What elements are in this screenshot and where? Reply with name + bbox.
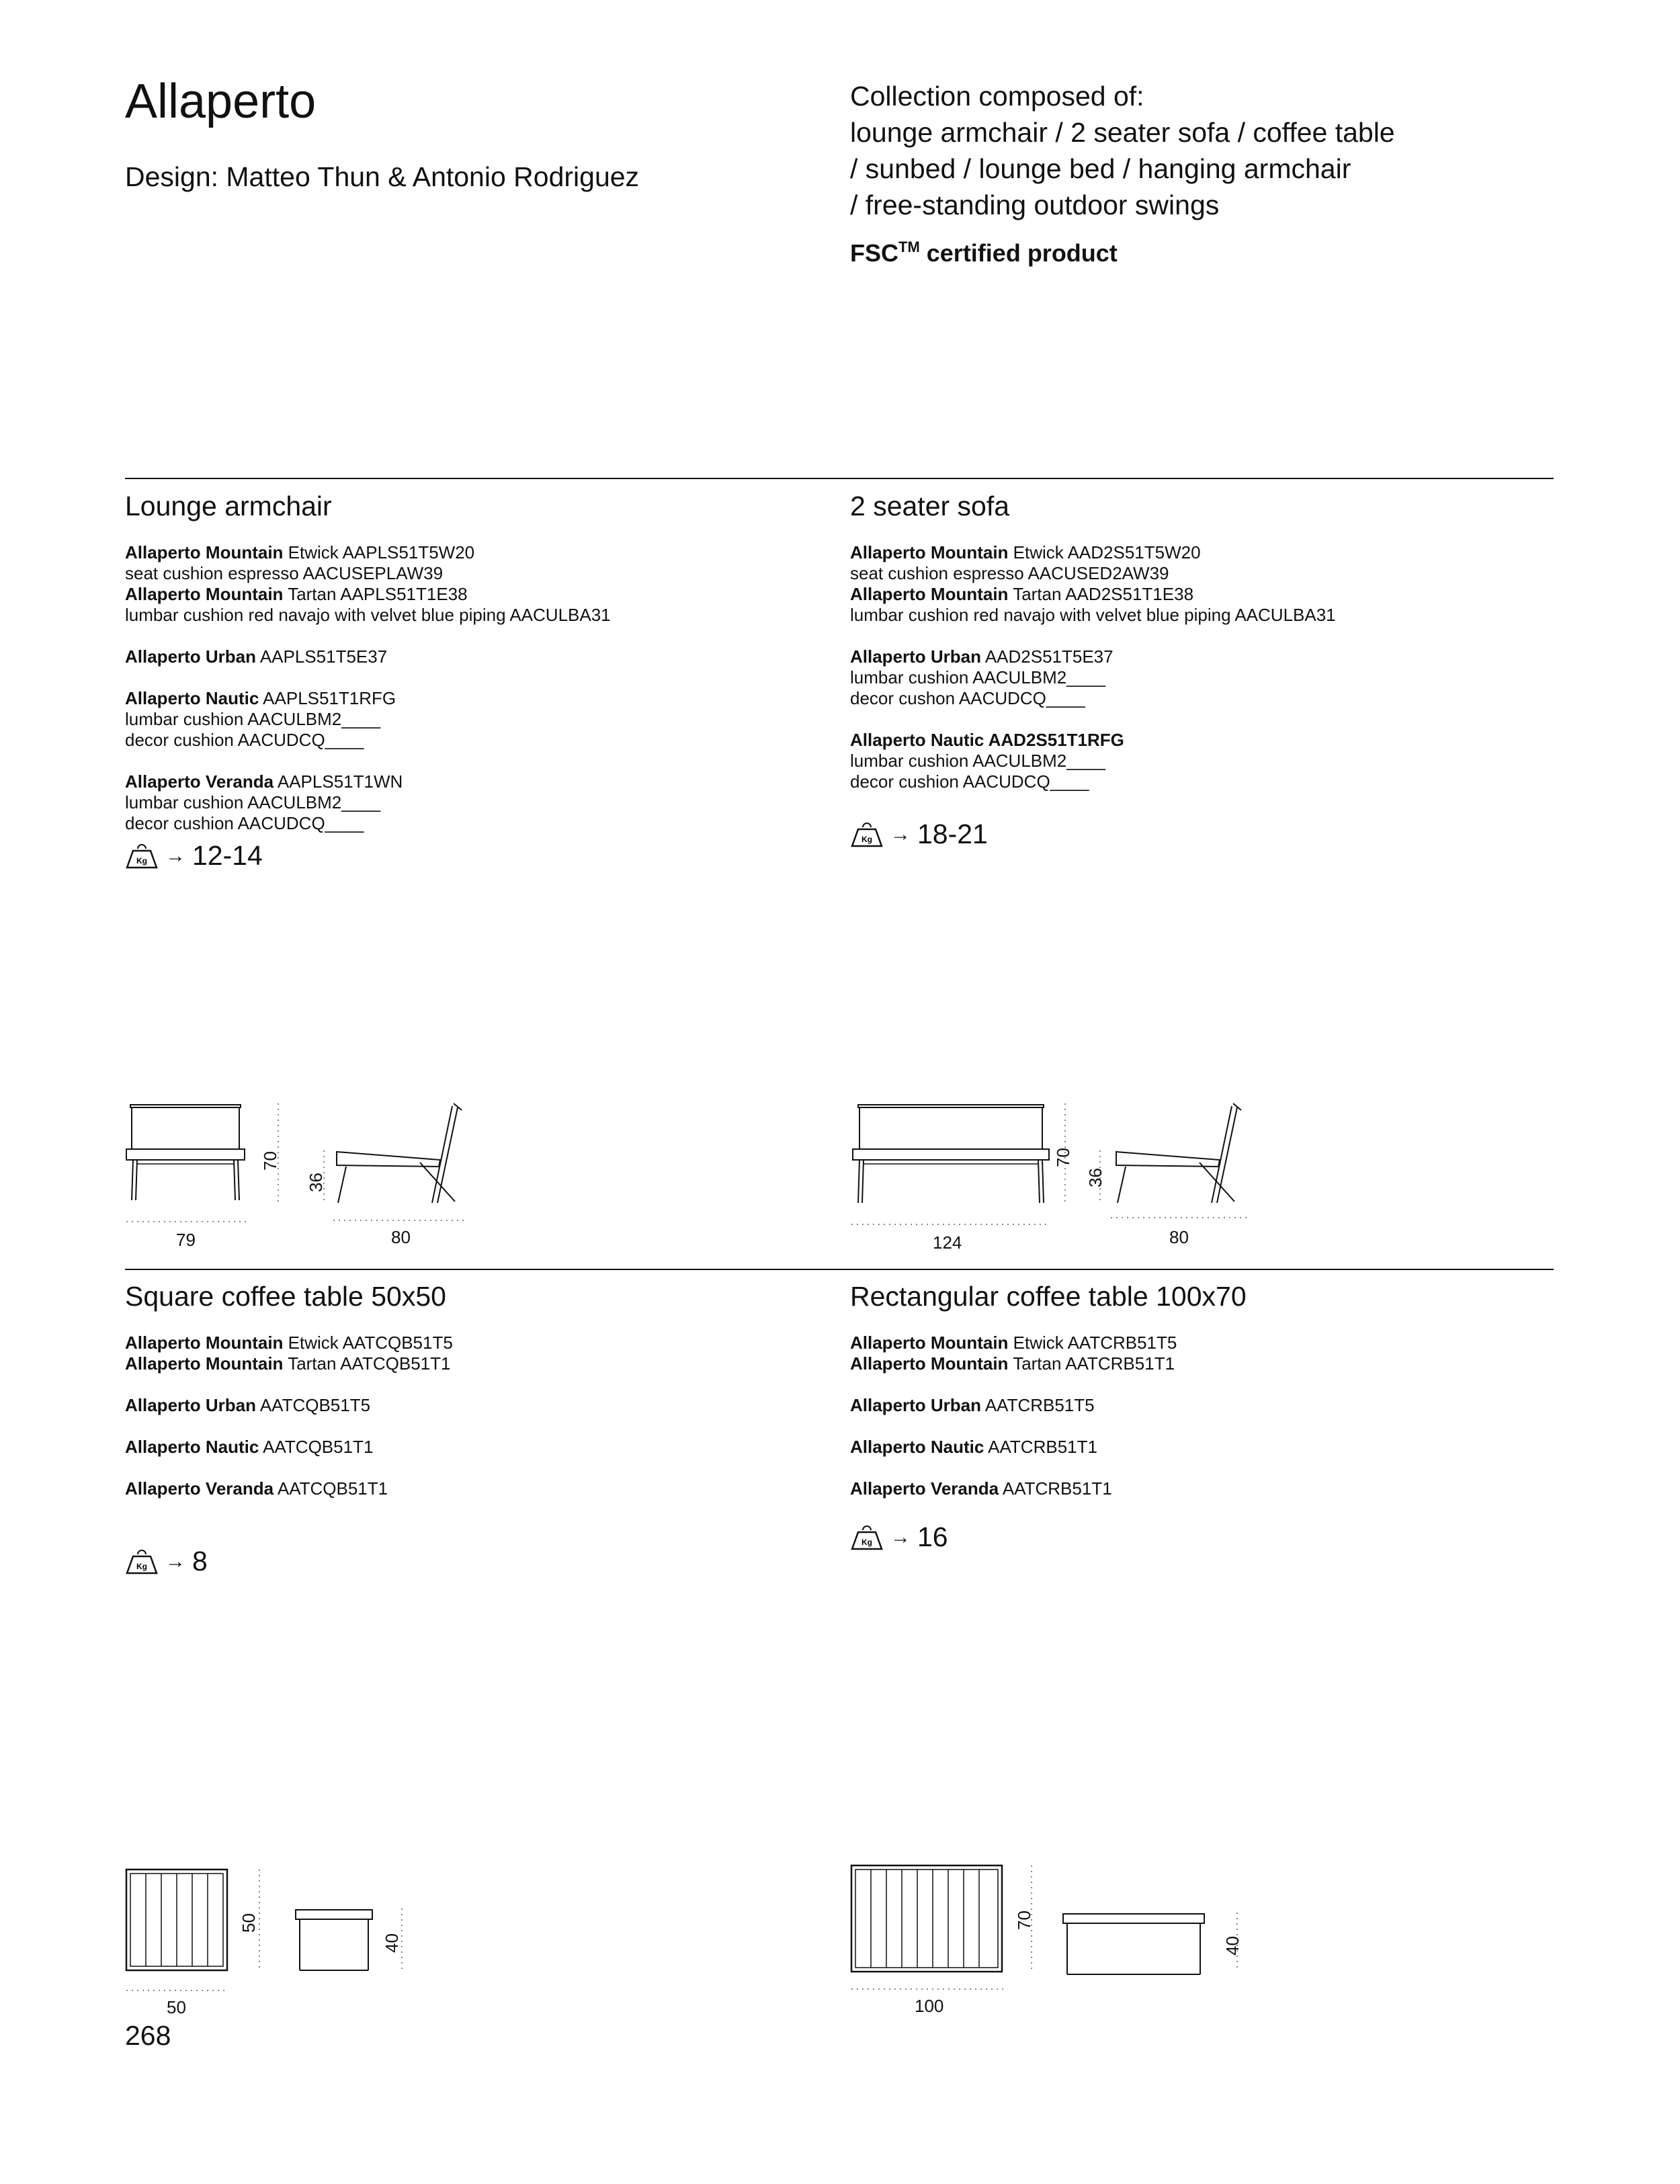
spec-group [125,771,611,834]
spec-group [125,646,611,667]
dim-depth: 80 [391,1227,411,1247]
dim-width: 79 [176,1230,196,1250]
weight-sofa [850,818,988,850]
svg-text:Kg: Kg [862,1537,872,1547]
spec-line: Allaperto Urban AATCQB51T5 [125,1395,371,1415]
weight-value: 8 [192,1546,208,1577]
spec-line: lumbar cushion AACULBM2____ [125,709,381,729]
spec-line: Allaperto Mountain Etwick AATCRB51T5 [850,1333,1177,1353]
spec-group [850,1437,1177,1458]
spec-line: Allaperto Veranda AATCRB51T1 [850,1478,1112,1499]
spec-group [125,1478,453,1499]
arrow-icon: → [890,1525,911,1548]
spec-line: lumbar cushion red navajo with velvet blue piping AACULBA31 [125,605,611,625]
section-title-sofa: 2 seater sofa [850,491,1010,521]
spec-list-sofa [850,542,1336,792]
collection-line: Collection composed of: [850,81,1144,112]
fsc-prefix: FSC [850,239,898,267]
weight-armchair [125,840,263,872]
svg-text:Kg: Kg [136,1561,147,1571]
weight-value: 12-14 [192,840,263,871]
fsc-tm: TM [898,239,920,255]
section-divider [125,478,1554,479]
spec-line: Allaperto Veranda AAPLS51T1WN [125,771,403,792]
dim-height: 40 [381,1933,402,1953]
spec-line: decor cushion AACUDCQ____ [125,730,364,750]
spec-list-rect-table [850,1333,1177,1499]
spec-line: Allaperto Mountain Etwick AATCQB51T5 [125,1333,453,1353]
spec-line: decor cushion AACUDCQ____ [125,813,364,833]
dim-width: 100 [915,1996,944,2016]
weight-rect-table [850,1521,948,1553]
section-title-square-table: Square coffee table 50x50 [125,1281,446,1312]
spec-line: seat cushion espresso AACUSED2AW39 [850,563,1169,583]
weight-icon [125,1549,159,1574]
collection-line: / free-standing outdoor swings [850,190,1220,220]
spec-group [125,1395,453,1416]
spec-line: Allaperto Urban AATCRB51T5 [850,1395,1095,1415]
spec-group [850,1333,1177,1374]
dimension-lines [125,1868,407,2003]
dim-depth: 80 [1169,1227,1189,1247]
weight-value: 16 [917,1521,948,1552]
spec-group [850,730,1336,792]
spec-line: Allaperto Nautic AATCRB51T1 [850,1437,1097,1457]
spec-line: Allaperto Mountain Tartan AAPLS51T1E38 [125,584,468,604]
weight-icon [125,843,159,869]
spec-line: Allaperto Veranda AATCQB51T1 [125,1478,388,1499]
spec-line: decor cushion AACUDCQ____ [850,771,1089,792]
weight-icon [850,822,884,847]
spec-line: lumbar cushion AACULBM2____ [850,751,1106,771]
spec-line: Allaperto Mountain Etwick AAPLS51T5W20 [125,542,475,562]
page-number: 268 [125,2020,171,2051]
dimension-lines [850,1864,1253,1999]
collection-line: / sunbed / lounge bed / hanging armchair [850,153,1351,184]
spec-group [125,542,611,626]
spec-group [125,1333,453,1374]
spec-list-armchair [125,542,611,834]
weight-square-table [125,1546,208,1577]
arrow-icon: → [165,844,185,867]
dim-height: 70 [259,1151,280,1171]
spec-line: Allaperto Nautic AAD2S51T1RFG [850,730,1124,750]
fsc-suffix: certified product [919,239,1118,267]
dim-height: 70 [1052,1148,1073,1167]
section-divider [125,1269,1554,1270]
spec-line: Allaperto Mountain Tartan AATCRB51T1 [850,1353,1175,1374]
page-title: Allaperto [125,75,317,128]
spec-line: lumbar cushion red navajo with velvet blue piping AACULBA31 [850,605,1336,625]
spec-group [125,1437,453,1458]
spec-list-square-table [125,1333,453,1499]
weight-value: 18-21 [917,818,988,849]
section-title-armchair: Lounge armchair [125,491,332,521]
svg-text:Kg: Kg [862,834,872,844]
spec-line: Allaperto Nautic AATCQB51T1 [125,1437,374,1457]
dim-width: 50 [167,1997,186,2017]
spec-group [850,1478,1177,1499]
weight-icon [850,1525,884,1550]
fsc-certification [850,239,1118,267]
section-title-rect-table: Rectangular coffee table 100x70 [850,1281,1247,1312]
arrow-icon: → [165,1550,185,1572]
dim-depth: 50 [238,1913,259,1933]
arrow-icon: → [890,823,911,845]
spec-line: Allaperto Urban AAPLS51T5E37 [125,646,388,667]
dim-seat-height: 36 [305,1173,326,1192]
spec-line: decor cushon AACUDCQ____ [850,688,1085,708]
designer-credit: Design: Matteo Thun & Antonio Rodriguez [125,161,640,192]
spec-line: Allaperto Mountain Etwick AAD2S51T5W20 [850,542,1201,562]
spec-group [125,688,611,751]
spec-line: Allaperto Mountain Tartan AATCQB51T1 [125,1353,451,1374]
spec-line: seat cushion espresso AACUSEPLAW39 [125,563,444,583]
collection-description [850,78,1395,223]
spec-line: Allaperto Mountain Tartan AAD2S51T1E38 [850,584,1194,604]
collection-line: lounge armchair / 2 seater sofa / coffee table [850,117,1395,148]
spec-line: Allaperto Urban AAD2S51T5E37 [850,646,1114,667]
spec-group [850,646,1336,709]
dimension-lines [125,1102,474,1236]
spec-group [850,542,1336,626]
dim-height: 40 [1222,1936,1243,1956]
dim-width: 124 [933,1232,962,1253]
dim-depth: 70 [1013,1910,1034,1930]
spec-group [850,1395,1177,1416]
spec-line: lumbar cushion AACULBM2____ [125,792,381,812]
svg-text:Kg: Kg [136,855,147,866]
spec-line: Allaperto Nautic AAPLS51T1RFG [125,688,396,708]
spec-line: lumbar cushion AACULBM2____ [850,667,1106,687]
dim-seat-height: 36 [1085,1168,1105,1187]
dimension-lines [850,1102,1253,1236]
